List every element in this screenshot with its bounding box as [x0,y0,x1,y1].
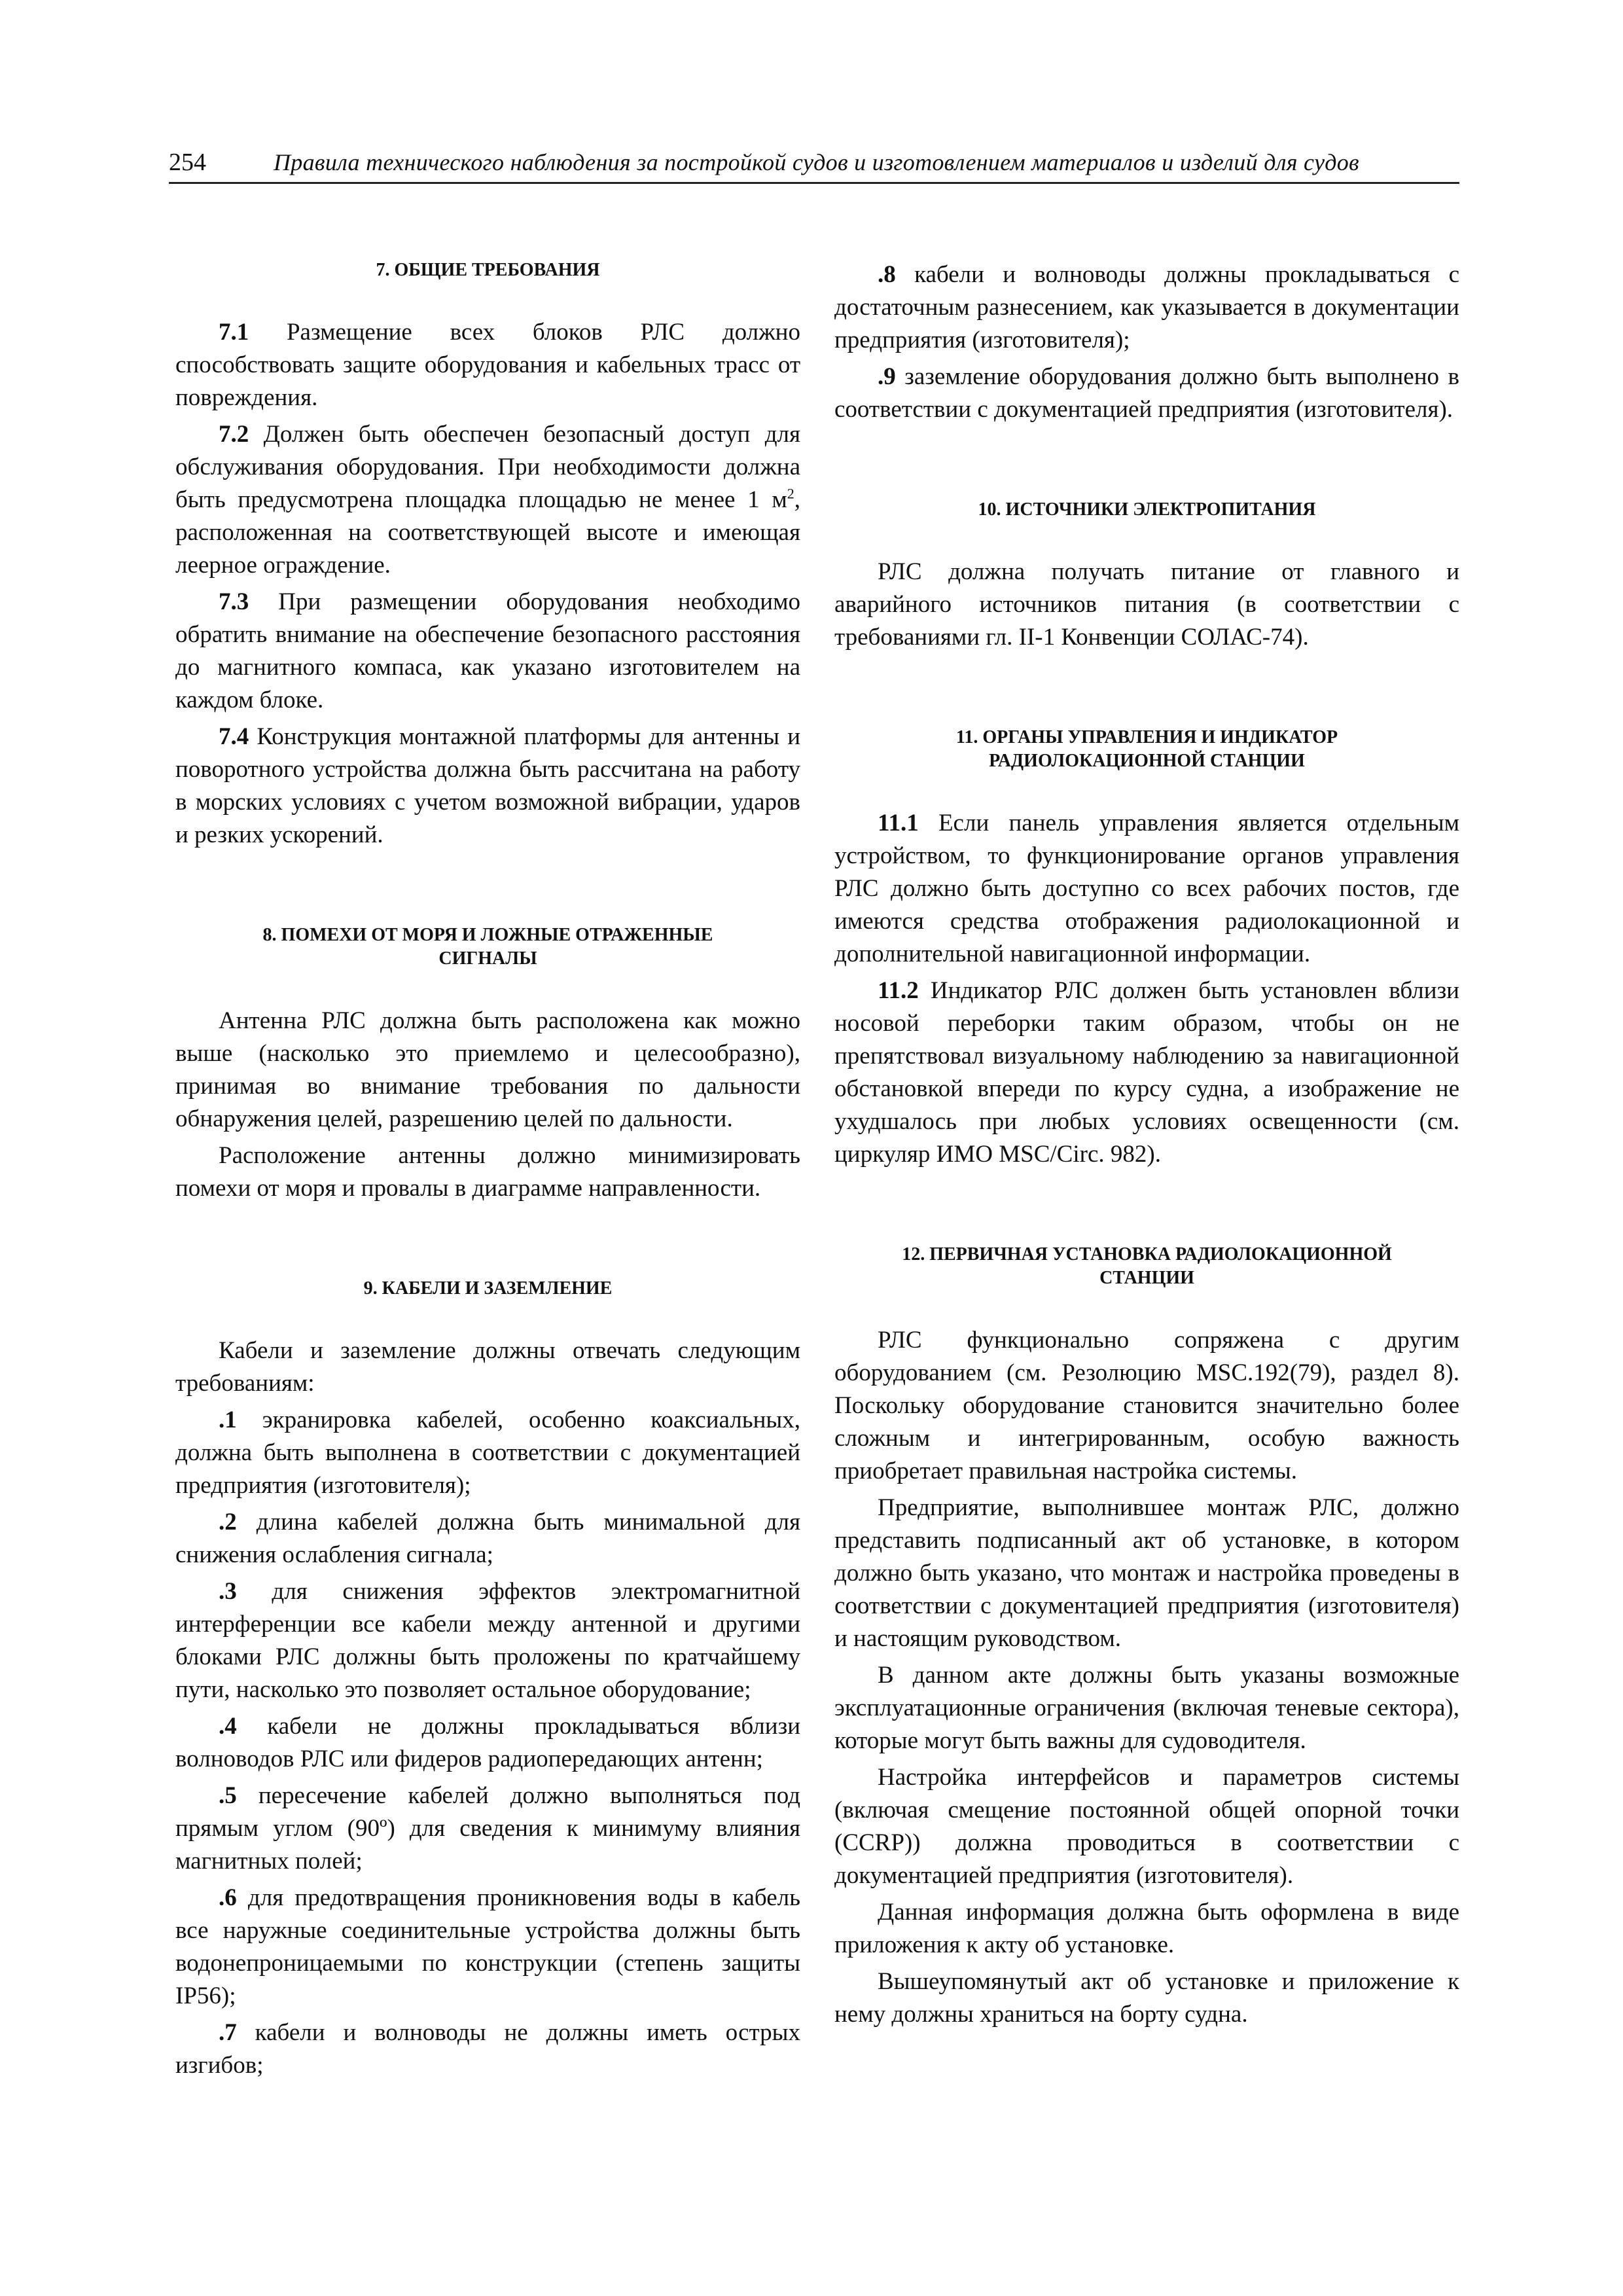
para-number: 7.3 [219,588,249,615]
section-11-title: 11. ОРГАНЫ УПРАВЛЕНИЯ И ИНДИКАТОР РАДИОЛОКАЦИОННОЙ СТАНЦИИ [955,727,1338,771]
para-11-1: 11.1 Если панель управления является отдельным устройством, то функционирование органов управления РЛС должно быть доступно со всех рабочих постов, где имеются средства отображения радиолокационной и дополнительной навигационной информации. [834,810,1459,967]
running-title: Правила технического наблюдения за постройкой судов и изготовлением материалов и изделий для судов [274,149,1359,175]
list-item-9-6: .6 для предотвращения проникновения воды в кабель все наружные соединительные устройства должны быть водонепроницаемыми по конструкции (степень защиты IP56); [175,1884,800,2009]
para-10-1: РЛС должна получать питание от главного и аварийного источников питания (в соответствии с требованиями гл. II-1 Конвенции СОЛАС-74). [834,558,1459,651]
para-12-6: Вышеупомянутый акт об установке и приложение к нему должны храниться на борту судна. [834,1968,1459,2028]
para-8-2: Расположение антенны должно минимизировать помехи от моря и провалы в диаграмме направленности. [175,1142,800,1202]
para-7-2: 7.2 Должен быть обеспечен безопасный доступ для обслуживания оборудования. При необходимости должна быть предусмотрена площадка площадью не менее 1 $м^2$, расположенная на соответствующей высоте и имеющая леерное ограждение. [175,421,800,579]
para-8-1: Антенна РЛС должна быть расположена как можно выше (насколько это приемлемо и целесообразно), принимая во внимание требования по дальности обнаружения целей, разрешению целей по дальности. [175,1007,800,1132]
para-12-2: Предприятие, выполнившее монтаж РЛС, должно представить подписанный акт об установке, в котором должно быть указано, что монтаж и настройка проведены в соответствии с документацией предприятия (изготовителя) и настоящим руководством. [834,1494,1459,1652]
list-item-9-8: .8 кабели и волноводы должны прокладываться с достаточным разнесением, как указывается в документации предприятия (изготовителя); [834,261,1459,353]
section-12-title: 12. ПЕРВИЧНАЯ УСТАНОВКА РАДИОЛОКАЦИОННОЙ СТАНЦИИ [902,1244,1392,1288]
page-header [169,143,1459,184]
list-item-9-9: .9 заземление оборудования должно быть выполнено в соответствии с документацией предприятия (изготовителя). [834,363,1459,423]
para-12-3: В данном акте должны быть указаны возможные эксплуатационные ограничения (включая теневые сектора), которые могут быть важны для судоводителя. [834,1662,1459,1754]
para-number: 7.1 [219,319,249,346]
para-7-4: 7.4 Конструкция монтажной платформы для антенны и поворотного устройства должна быть рассчитана на работу в морских условиях с учетом возможной вибрации, ударов и резких ускорений. [175,723,800,848]
section-7-title: 7. ОБЩИЕ ТРЕБОВАНИЯ [376,260,600,280]
para-number: 7.2 [219,421,249,448]
list-item-9-3: .3 для снижения эффектов электромагнитной интерференции все кабели между антенной и другими блоками РЛС должны быть проложены по кратчайшему пути, насколько это позволяет остальное оборудование; [175,1578,800,1703]
para-12-1: РЛС функционально сопряжена с другим оборудованием (см. Резолюцию MSC.192(79), раздел 8). Поскольку оборудование становится значительно более сложным и интегрированным, особую важность приобретает правильная настройка системы. [834,1327,1459,1484]
right-column [834,259,1459,2031]
para-7-3: 7.3 При размещении оборудования необходимо обратить внимание на обеспечение безопасного расстояния до магнитного компаса, как указано изготовителем на каждом блоке. [175,588,800,713]
list-item-9-2: .2 длина кабелей должна быть минимальной для снижения ослабления сигнала; [175,1509,800,1568]
section-9-title: 9. КАБЕЛИ И ЗАЗЕМЛЕНИЕ [363,1278,613,1299]
para-11-2: 11.2 Индикатор РЛС должен быть установлен вблизи носовой переборки таким образом, чтобы он не препятствовал визуальному наблюдению за навигационной обстановкой впереди по курсу судна, а изображение не ухудшалось при любых условиях освещенности (см. циркуляр ИМО MSC/Circ. 982). [834,977,1459,1168]
para-number: 7.4 [219,723,249,750]
section-10-title: 10. ИСТОЧНИКИ ЭЛЕКТРОПИТАНИЯ [978,499,1316,520]
list-item-9-7: .7 кабели и волноводы не должны иметь острых изгибов; [175,2019,800,2079]
list-item-9-1: .1 экранировка кабелей, особенно коаксиальных, должна быть выполнена в соответствии с документацией предприятия (изготовителя); [175,1407,800,1499]
para-9-intro: Кабели и заземление должны отвечать следующим требованиям: [175,1337,800,1397]
para-7-1: 7.1 Размещение всех блоков РЛС должно способствовать защите оборудования и кабельных трасс от повреждения. [175,319,800,411]
page-number: 254 [169,149,206,176]
list-item-9-5: .5 пересечение кабелей должно выполняться под прямым углом (90º) для сведения к минимуму влияния магнитных полей; [175,1782,800,1874]
left-column [175,259,800,2082]
para-12-5: Данная информация должна быть оформлена в виде приложения к акту об установке. [834,1899,1459,1958]
list-item-9-4: .4 кабели не должны прокладываться вблизи волноводов РЛС или фидеров радиопередающих антенн; [175,1713,800,1772]
para-12-4: Настройка интерфейсов и параметров системы (включая смещение постоянной общей опорной точки (CCRP)) должна проводиться в соответствии с документацией предприятия (изготовителя). [834,1764,1459,1889]
section-8-title: 8. ПОМЕХИ ОТ МОРЯ И ЛОЖНЫЕ ОТРАЖЕННЫЕ СИГНАЛЫ [262,925,713,969]
